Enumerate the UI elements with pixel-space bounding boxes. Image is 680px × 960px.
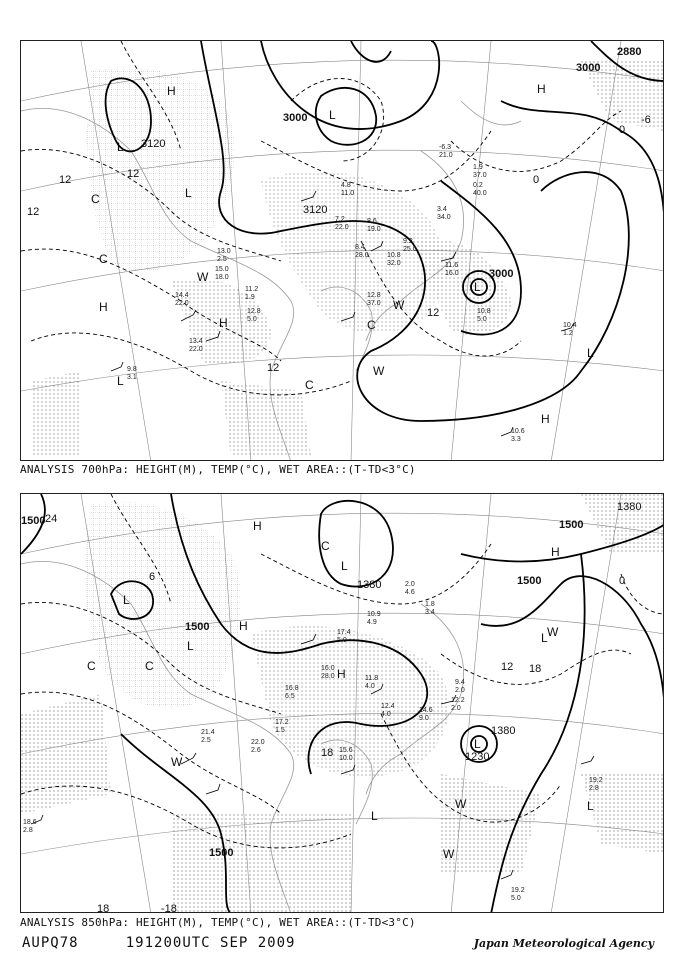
cold-symbol: C xyxy=(91,192,100,206)
low-symbol: L xyxy=(587,799,594,813)
high-symbol: H xyxy=(253,519,262,533)
obs-temp: 15.0 xyxy=(215,266,229,273)
obs-dewpoint-depression: 3.1 xyxy=(127,374,137,381)
obs-temp: 22.0 xyxy=(251,739,265,746)
low-symbol: L xyxy=(341,559,348,573)
obs-dewpoint-depression: 22.0 xyxy=(335,224,349,231)
obs-temp: 12.8 xyxy=(247,308,261,315)
obs-temp: 2.0 xyxy=(405,581,415,588)
obs-dewpoint-depression: 9.0 xyxy=(419,715,429,722)
obs-temp: 10.9 xyxy=(367,611,381,618)
obs-temp: 18.6 xyxy=(23,819,37,826)
obs-temp: 21.4 xyxy=(201,729,215,736)
obs-dewpoint-depression: 34.0 xyxy=(437,214,451,221)
obs-temp: 0.2 xyxy=(473,182,483,189)
obs-dewpoint-depression: 28.0 xyxy=(355,252,369,259)
obs-dewpoint-depression: 2.0 xyxy=(451,705,461,712)
obs-temp: 9.8 xyxy=(127,366,137,373)
obs-temp: 9.2 xyxy=(403,238,413,245)
obs-temp: 7.2 xyxy=(335,216,345,223)
warm-symbol: W xyxy=(393,298,405,312)
obs-dewpoint-depression: 40.0 xyxy=(473,190,487,197)
high-symbol: H xyxy=(337,667,346,681)
low-symbol: L xyxy=(117,140,124,154)
warm-symbol: W xyxy=(171,755,183,769)
valid-time: 191200UTC SEP 2009 xyxy=(125,935,296,951)
low-symbol: L xyxy=(329,108,336,122)
obs-dewpoint-depression: 5.0 xyxy=(337,637,347,644)
obs-temp: 17.2 xyxy=(275,719,289,726)
obs-dewpoint-depression: 2.5 xyxy=(201,737,211,744)
obs-temp: 10.8 xyxy=(387,252,401,259)
temp-label: 12 xyxy=(27,206,40,218)
height-label: 2880 xyxy=(617,46,642,58)
map-850hpa xyxy=(21,494,664,913)
obs-temp: 15.6 xyxy=(339,747,353,754)
cold-symbol: C xyxy=(321,539,330,553)
caption-700hpa: ANALYSIS 700hPa: HEIGHT(M), TEMP(°C), WET AREA::(T-TD<3°C) xyxy=(20,463,416,476)
obs-dewpoint-depression: 5.0 xyxy=(477,316,487,323)
height-label: 3000 xyxy=(283,112,308,124)
obs-temp: 10.4 xyxy=(563,322,577,329)
obs-dewpoint-depression: 19.0 xyxy=(367,226,381,233)
temp-label: 18 xyxy=(97,903,110,914)
obs-dewpoint-depression: 2.8 xyxy=(23,827,33,834)
obs-dewpoint-depression: 18.0 xyxy=(215,274,229,281)
temp-label: 12 xyxy=(127,168,140,180)
obs-dewpoint-depression: 37.0 xyxy=(473,172,487,179)
height-label: 3120 xyxy=(141,138,166,150)
obs-temp: 8.4 xyxy=(355,244,365,251)
cold-symbol: C xyxy=(367,318,376,332)
high-symbol: H xyxy=(99,300,108,314)
obs-temp: 14.6 xyxy=(419,707,433,714)
obs-temp: 3.4 xyxy=(437,206,447,213)
obs-dewpoint-depression: 5.0 xyxy=(247,316,257,323)
height-label: 3000 xyxy=(576,62,601,74)
temp-label: 12 xyxy=(501,661,514,673)
obs-dewpoint-depression: 2.0 xyxy=(455,687,465,694)
temp-label: 18 xyxy=(529,663,542,675)
temp-label: 6 xyxy=(149,571,156,583)
temp-label: 18 xyxy=(321,747,334,759)
low-symbol: L xyxy=(117,374,124,388)
height-label: 1380 xyxy=(357,579,382,591)
low-symbol: L xyxy=(187,639,194,653)
obs-temp: 19.2 xyxy=(511,887,525,894)
obs-dewpoint-depression: 3.3 xyxy=(511,436,521,443)
obs-temp: 11.6 xyxy=(445,262,459,269)
obs-temp: 4.8 xyxy=(341,182,351,189)
obs-temp: 12.8 xyxy=(367,292,381,299)
obs-temp: 13.0 xyxy=(217,248,231,255)
obs-dewpoint-depression: 4.0 xyxy=(381,711,391,718)
chart-700hpa xyxy=(20,40,664,461)
obs-temp: 1.9 xyxy=(473,164,483,171)
obs-temp: 11.8 xyxy=(365,675,379,682)
obs-dewpoint-depression: 4.9 xyxy=(367,619,377,626)
low-symbol: L xyxy=(371,809,378,823)
obs-temp: 16.0 xyxy=(321,665,335,672)
height-label: 3000 xyxy=(489,268,514,280)
obs-dewpoint-depression: 2.6 xyxy=(251,747,261,754)
temp-label: 24 xyxy=(45,513,58,525)
obs-dewpoint-depression: 1.9 xyxy=(245,294,255,301)
warm-symbol: W xyxy=(197,270,209,284)
caption-850hpa: ANALYSIS 850hPa: HEIGHT(M), TEMP(°C), WET AREA::(T-TD<3°C) xyxy=(20,916,416,929)
low-symbol: L xyxy=(587,346,594,360)
low-symbol: L xyxy=(123,593,130,607)
obs-dewpoint-depression: 4.0 xyxy=(365,683,375,690)
high-symbol: H xyxy=(551,545,560,559)
temp-label: -18 xyxy=(161,903,177,914)
chart-850hpa xyxy=(20,493,664,913)
chart-identifier xyxy=(22,935,295,951)
high-symbol: H xyxy=(239,619,248,633)
height-label: 3120 xyxy=(303,204,328,216)
low-symbol: L xyxy=(541,631,548,645)
obs-dewpoint-depression: 11.0 xyxy=(341,190,355,197)
obs-dewpoint-depression: 2.5 xyxy=(217,256,227,263)
obs-temp: 1.8 xyxy=(425,601,435,608)
warm-symbol: W xyxy=(455,797,467,811)
high-symbol: H xyxy=(219,316,228,330)
height-label: 1500 xyxy=(209,847,234,859)
cold-symbol: C xyxy=(145,659,154,673)
height-label: 1230 xyxy=(465,751,490,763)
obs-dewpoint-depression: 21.0 xyxy=(439,152,453,159)
obs-dewpoint-depression: 22.0 xyxy=(189,346,203,353)
obs-temp: 13.4 xyxy=(189,338,203,345)
temp-label: 0 xyxy=(619,124,626,136)
cold-symbol: C xyxy=(305,378,314,392)
temp-label: 12 xyxy=(59,174,72,186)
obs-dewpoint-depression: 22.0 xyxy=(175,300,189,307)
obs-dewpoint-depression: 32.0 xyxy=(387,260,401,267)
obs-temp: 8.6 xyxy=(367,218,377,225)
chart-code: AUPQ78 xyxy=(22,935,79,951)
low-symbol: L xyxy=(474,280,481,294)
obs-temp: 14.4 xyxy=(175,292,189,299)
low-symbol: L xyxy=(474,737,481,751)
height-label: 1380 xyxy=(491,725,516,737)
obs-temp: 19.2 xyxy=(589,777,603,784)
obs-dewpoint-depression: 6.5 xyxy=(285,693,295,700)
high-symbol: H xyxy=(541,412,550,426)
temp-label: 12 xyxy=(267,362,280,374)
obs-dewpoint-depression: 3.4 xyxy=(425,609,435,616)
obs-temp: 10.6 xyxy=(511,428,525,435)
height-label: 1500 xyxy=(517,575,542,587)
height-label: 1380 xyxy=(617,501,642,513)
warm-symbol: W xyxy=(373,364,385,378)
obs-temp: 16.8 xyxy=(285,685,299,692)
obs-dewpoint-depression: 25.0 xyxy=(403,246,417,253)
obs-dewpoint-depression: 16.0 xyxy=(445,270,459,277)
height-label: 1500 xyxy=(21,515,46,527)
obs-dewpoint-depression: 1.2 xyxy=(563,330,573,337)
cold-symbol: C xyxy=(87,659,96,673)
height-label: 1500 xyxy=(559,519,584,531)
temp-label: 0 xyxy=(533,174,540,186)
warm-symbol: W xyxy=(547,625,559,639)
cold-symbol: C xyxy=(99,252,108,266)
temp-label: -6 xyxy=(641,114,651,126)
obs-temp: 17.4 xyxy=(337,629,351,636)
agency-name: Japan Meteorological Agency xyxy=(473,937,654,950)
map-700hpa xyxy=(21,41,664,461)
height-label: 1500 xyxy=(185,621,210,633)
obs-temp: 12.4 xyxy=(381,703,395,710)
obs-temp: 10.8 xyxy=(477,308,491,315)
low-symbol: L xyxy=(185,186,192,200)
obs-dewpoint-depression: 2.8 xyxy=(589,785,599,792)
high-symbol: H xyxy=(537,82,546,96)
obs-dewpoint-depression: 1.5 xyxy=(275,727,285,734)
obs-dewpoint-depression: 5.0 xyxy=(511,895,521,902)
obs-temp: -6.3 xyxy=(439,144,452,151)
temp-label: 0 xyxy=(619,575,626,587)
obs-temp: 9.4 xyxy=(455,679,465,686)
temp-label: 12 xyxy=(427,307,440,319)
warm-symbol: W xyxy=(443,847,455,861)
high-symbol: H xyxy=(167,84,176,98)
obs-temp: 11.2 xyxy=(245,286,259,293)
obs-dewpoint-depression: 4.6 xyxy=(405,589,415,596)
obs-dewpoint-depression: 37.0 xyxy=(367,300,381,307)
obs-dewpoint-depression: 28.0 xyxy=(321,673,335,680)
obs-dewpoint-depression: 10.0 xyxy=(339,755,353,762)
obs-temp: 12.2 xyxy=(451,697,465,704)
